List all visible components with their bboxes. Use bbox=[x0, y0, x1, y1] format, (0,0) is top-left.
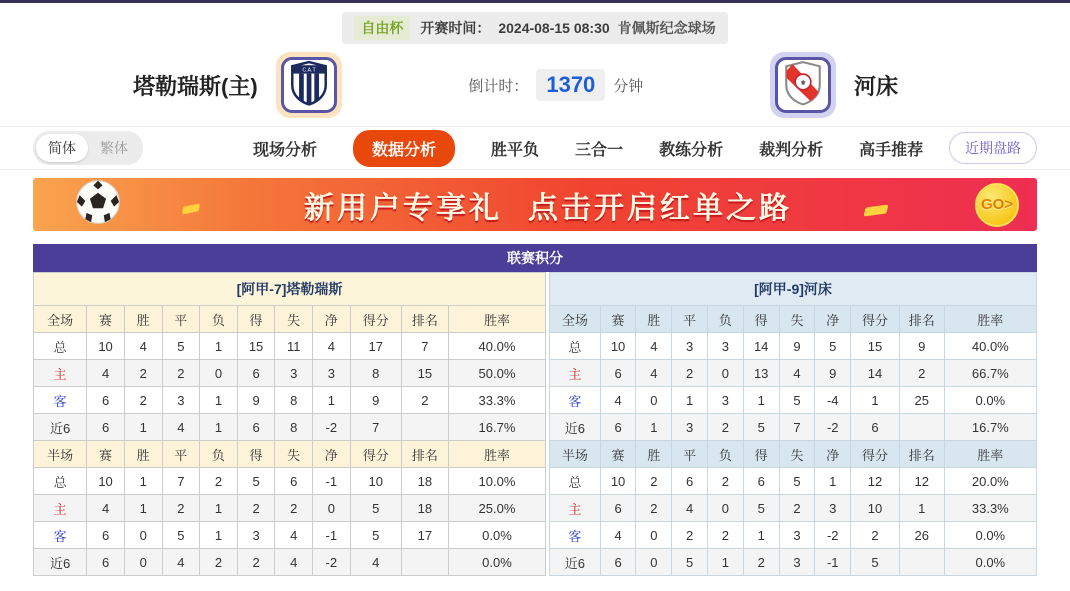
table-cell: 8 bbox=[350, 360, 401, 387]
table-cell: 0 bbox=[708, 360, 744, 387]
column-header: 全场 bbox=[34, 306, 87, 333]
away-standings bbox=[549, 272, 1037, 576]
language-toggle[interactable] bbox=[33, 131, 143, 165]
table-cell: 10 bbox=[600, 333, 636, 360]
table-cell: 5 bbox=[743, 414, 779, 441]
kickoff-time: 2024-08-15 08:30 bbox=[498, 20, 610, 36]
go-button[interactable]: GO> bbox=[975, 183, 1019, 227]
table-cell: 1 bbox=[200, 495, 238, 522]
row-label: 客 bbox=[550, 522, 601, 549]
table-cell: 1 bbox=[200, 414, 238, 441]
column-header: 负 bbox=[708, 441, 744, 468]
table-cell: 9 bbox=[899, 333, 944, 360]
table-cell: 0 bbox=[124, 522, 162, 549]
table-cell: 6 bbox=[275, 468, 313, 495]
table-cell: 15 bbox=[401, 360, 448, 387]
table-cell: 1 bbox=[200, 387, 238, 414]
table-cell: 6 bbox=[87, 414, 125, 441]
table-cell: 33.3% bbox=[944, 495, 1036, 522]
table-cell: 0 bbox=[636, 522, 672, 549]
table-row bbox=[34, 333, 546, 360]
table-cell: 1 bbox=[124, 414, 162, 441]
column-header: 净 bbox=[815, 441, 851, 468]
table-row bbox=[550, 468, 1037, 495]
table-cell: 20.0% bbox=[944, 468, 1036, 495]
table-cell: 2 bbox=[636, 468, 672, 495]
table-cell: 6 bbox=[87, 549, 125, 576]
table-cell: 10 bbox=[350, 468, 401, 495]
table-cell: 3 bbox=[672, 333, 708, 360]
table-cell: -4 bbox=[815, 387, 851, 414]
row-label: 主 bbox=[34, 360, 87, 387]
table-cell: 5 bbox=[350, 495, 401, 522]
away-team-name: 河床 bbox=[853, 73, 898, 99]
table-cell: 25.0% bbox=[448, 495, 545, 522]
row-label: 总 bbox=[34, 468, 87, 495]
table-cell: -1 bbox=[313, 522, 351, 549]
table-cell: 1 bbox=[899, 495, 944, 522]
table-cell: 2 bbox=[672, 360, 708, 387]
table-row bbox=[550, 549, 1037, 576]
svg-text:⚜: ⚜ bbox=[799, 79, 807, 87]
table-cell bbox=[401, 549, 448, 576]
table-cell: 14 bbox=[851, 360, 900, 387]
table-cell: 2 bbox=[200, 549, 238, 576]
table-cell: 2 bbox=[708, 414, 744, 441]
table-cell: 3 bbox=[779, 549, 815, 576]
table-cell: 3 bbox=[672, 414, 708, 441]
column-header: 平 bbox=[672, 441, 708, 468]
table-row bbox=[34, 468, 546, 495]
table-cell: 8 bbox=[275, 414, 313, 441]
table-cell: 4 bbox=[87, 360, 125, 387]
table-cell: 25 bbox=[899, 387, 944, 414]
table-cell: 4 bbox=[672, 495, 708, 522]
column-header: 净 bbox=[313, 306, 351, 333]
table-cell: 0.0% bbox=[448, 549, 545, 576]
table-cell: 50.0% bbox=[448, 360, 545, 387]
table-row bbox=[550, 522, 1037, 549]
table-cell: 3 bbox=[708, 387, 744, 414]
tab-three-in-one[interactable]: 三合一 bbox=[575, 141, 624, 159]
column-header: 失 bbox=[779, 441, 815, 468]
table-cell: 6 bbox=[87, 387, 125, 414]
table-cell: 2 bbox=[275, 495, 313, 522]
column-header: 得分 bbox=[350, 441, 401, 468]
table-cell: 6 bbox=[743, 468, 779, 495]
table-row bbox=[550, 360, 1037, 387]
column-header: 排名 bbox=[401, 306, 448, 333]
table-cell: 12 bbox=[851, 468, 900, 495]
row-label: 客 bbox=[34, 387, 87, 414]
table-cell: 2 bbox=[162, 495, 200, 522]
table-cell: 2 bbox=[672, 522, 708, 549]
table-cell: 66.7% bbox=[944, 360, 1036, 387]
table-cell: 1 bbox=[672, 387, 708, 414]
column-header: 赛 bbox=[600, 306, 636, 333]
table-cell: 0 bbox=[636, 549, 672, 576]
table-cell: 7 bbox=[350, 414, 401, 441]
table-cell: 5 bbox=[162, 522, 200, 549]
column-header: 半场 bbox=[34, 441, 87, 468]
table-cell: 4 bbox=[162, 549, 200, 576]
countdown-value: 1370 bbox=[536, 69, 605, 101]
row-label: 主 bbox=[550, 495, 601, 522]
table-cell: 11 bbox=[275, 333, 313, 360]
home-standings bbox=[33, 272, 546, 576]
table-cell: 7 bbox=[779, 414, 815, 441]
row-label: 主 bbox=[34, 495, 87, 522]
column-header-row bbox=[550, 306, 1037, 333]
table-cell: 1 bbox=[815, 468, 851, 495]
league-badge: 自由杯 bbox=[354, 16, 410, 40]
table-cell: 1 bbox=[743, 522, 779, 549]
table-cell: 26 bbox=[899, 522, 944, 549]
table-cell: 2 bbox=[124, 360, 162, 387]
home-standings-header: [阿甲-7]塔勒瑞斯 bbox=[33, 272, 546, 305]
table-row bbox=[550, 333, 1037, 360]
tab-live-analysis[interactable]: 现场分析 bbox=[253, 141, 318, 159]
banner-text: 新用户专享礼 点击开启红单之路 bbox=[304, 191, 792, 225]
table-cell: 2 bbox=[851, 522, 900, 549]
table-cell: 0.0% bbox=[944, 387, 1036, 414]
svg-text:C.A.T: C.A.T bbox=[301, 67, 316, 73]
table-cell: 1 bbox=[851, 387, 900, 414]
column-header: 胜率 bbox=[448, 306, 545, 333]
column-header: 得 bbox=[743, 306, 779, 333]
table-cell: 4 bbox=[313, 333, 351, 360]
table-cell: 5 bbox=[851, 549, 900, 576]
column-header: 平 bbox=[162, 441, 200, 468]
home-team-name: 塔勒瑞斯(主) bbox=[133, 73, 258, 99]
table-cell: 6 bbox=[851, 414, 900, 441]
column-header-row bbox=[550, 441, 1037, 468]
table-cell: -2 bbox=[815, 522, 851, 549]
lang-traditional-option[interactable]: 繁体 bbox=[100, 140, 128, 156]
table-cell: 0 bbox=[124, 549, 162, 576]
table-cell: -2 bbox=[313, 549, 351, 576]
table-cell: 4 bbox=[275, 522, 313, 549]
recent-odds-button[interactable]: 近期盘路 bbox=[949, 132, 1037, 164]
table-cell: 7 bbox=[162, 468, 200, 495]
table-cell: 2 bbox=[200, 468, 238, 495]
table-cell: 2 bbox=[708, 468, 744, 495]
table-cell: 4 bbox=[779, 360, 815, 387]
table-cell: 1 bbox=[636, 414, 672, 441]
column-header-row bbox=[34, 441, 546, 468]
table-cell: 0.0% bbox=[944, 522, 1036, 549]
table-cell: 1 bbox=[200, 522, 238, 549]
table-cell: -1 bbox=[313, 468, 351, 495]
column-header: 胜 bbox=[124, 306, 162, 333]
table-cell: 12 bbox=[899, 468, 944, 495]
table-cell: 9 bbox=[779, 333, 815, 360]
column-header: 得 bbox=[237, 441, 275, 468]
kickoff-label: 开赛时间： bbox=[420, 20, 491, 36]
table-cell: -1 bbox=[815, 549, 851, 576]
column-header: 净 bbox=[313, 441, 351, 468]
venue-name: 肯佩斯纪念球场 bbox=[617, 20, 716, 36]
table-cell: 0.0% bbox=[944, 549, 1036, 576]
table-cell: 6 bbox=[600, 414, 636, 441]
table-row bbox=[34, 522, 546, 549]
match-info-bar bbox=[0, 3, 1070, 44]
table-cell: 2 bbox=[743, 549, 779, 576]
table-cell: 2 bbox=[162, 360, 200, 387]
row-label: 近6 bbox=[550, 414, 601, 441]
table-cell: 0 bbox=[708, 495, 744, 522]
table-row bbox=[550, 387, 1037, 414]
table-cell: 4 bbox=[600, 387, 636, 414]
column-header: 胜率 bbox=[448, 441, 545, 468]
table-cell: 1 bbox=[124, 468, 162, 495]
column-header: 负 bbox=[708, 306, 744, 333]
countdown-label: 倒计时： bbox=[468, 77, 529, 95]
table-cell: 3 bbox=[237, 522, 275, 549]
table-cell: 2 bbox=[237, 549, 275, 576]
column-header: 得分 bbox=[851, 441, 900, 468]
standings-table-away bbox=[549, 305, 1037, 576]
standings-table-home bbox=[33, 305, 546, 576]
table-cell: 1 bbox=[124, 495, 162, 522]
column-header: 赛 bbox=[87, 441, 125, 468]
row-label: 客 bbox=[550, 387, 601, 414]
table-cell: 0 bbox=[636, 387, 672, 414]
column-header: 胜 bbox=[636, 441, 672, 468]
table-cell: 5 bbox=[743, 495, 779, 522]
table-cell: 4 bbox=[600, 522, 636, 549]
table-cell: 5 bbox=[162, 333, 200, 360]
table-cell: 4 bbox=[124, 333, 162, 360]
table-cell: 4 bbox=[87, 495, 125, 522]
table-cell: 1 bbox=[743, 387, 779, 414]
table-cell: 18 bbox=[401, 468, 448, 495]
column-header: 净 bbox=[815, 306, 851, 333]
column-header: 失 bbox=[275, 306, 313, 333]
table-cell: 8 bbox=[275, 387, 313, 414]
row-label: 总 bbox=[550, 333, 601, 360]
league-standings-section bbox=[33, 244, 1037, 576]
table-cell: 5 bbox=[779, 468, 815, 495]
table-cell: 2 bbox=[899, 360, 944, 387]
tab-data-analysis[interactable]: 数据分析 bbox=[353, 130, 455, 167]
row-label: 近6 bbox=[34, 549, 87, 576]
countdown-unit: 分钟 bbox=[613, 77, 644, 95]
table-cell bbox=[401, 414, 448, 441]
table-row bbox=[34, 414, 546, 441]
away-standings-header: [阿甲-9]河床 bbox=[549, 272, 1037, 305]
table-cell: 9 bbox=[350, 387, 401, 414]
table-cell: 3 bbox=[313, 360, 351, 387]
table-cell: 17 bbox=[350, 333, 401, 360]
tab-win-draw-lose[interactable]: 胜平负 bbox=[491, 141, 540, 159]
column-header: 得 bbox=[743, 441, 779, 468]
table-cell: 5 bbox=[672, 549, 708, 576]
column-header: 排名 bbox=[899, 441, 944, 468]
table-cell: 10.0% bbox=[448, 468, 545, 495]
table-cell: 4 bbox=[636, 333, 672, 360]
row-label: 总 bbox=[550, 468, 601, 495]
table-cell: 14 bbox=[743, 333, 779, 360]
column-header: 赛 bbox=[87, 306, 125, 333]
column-header: 半场 bbox=[550, 441, 601, 468]
column-header: 胜 bbox=[636, 306, 672, 333]
table-cell: 2 bbox=[124, 387, 162, 414]
talleres-crest-icon bbox=[288, 60, 330, 111]
table-cell: 9 bbox=[815, 360, 851, 387]
table-cell: 16.7% bbox=[448, 414, 545, 441]
soccer-ball-icon bbox=[75, 179, 121, 230]
table-cell: 2 bbox=[401, 387, 448, 414]
column-header: 胜率 bbox=[944, 306, 1036, 333]
column-header: 排名 bbox=[401, 441, 448, 468]
home-team-logo bbox=[276, 52, 342, 118]
table-cell: -2 bbox=[815, 414, 851, 441]
table-cell: 6 bbox=[237, 360, 275, 387]
row-label: 近6 bbox=[34, 414, 87, 441]
table-cell: 4 bbox=[636, 360, 672, 387]
table-cell: 10 bbox=[87, 333, 125, 360]
table-cell: 2 bbox=[636, 495, 672, 522]
column-header: 失 bbox=[779, 306, 815, 333]
column-header: 平 bbox=[162, 306, 200, 333]
table-cell: 5 bbox=[350, 522, 401, 549]
table-cell: 6 bbox=[600, 495, 636, 522]
tab-coach-analysis[interactable]: 教练分析 bbox=[659, 141, 724, 159]
column-header: 胜 bbox=[124, 441, 162, 468]
table-cell: 1 bbox=[200, 333, 238, 360]
table-cell: 16.7% bbox=[944, 414, 1036, 441]
table-cell: 6 bbox=[87, 522, 125, 549]
table-row bbox=[550, 414, 1037, 441]
table-cell: 9 bbox=[237, 387, 275, 414]
table-cell: 6 bbox=[237, 414, 275, 441]
table-cell: 5 bbox=[815, 333, 851, 360]
row-label: 客 bbox=[34, 522, 87, 549]
column-header: 负 bbox=[200, 441, 238, 468]
table-cell: 1 bbox=[708, 549, 744, 576]
column-header: 得分 bbox=[350, 306, 401, 333]
row-label: 总 bbox=[34, 333, 87, 360]
table-cell: 10 bbox=[87, 468, 125, 495]
table-cell bbox=[899, 549, 944, 576]
table-cell: 6 bbox=[672, 468, 708, 495]
table-cell: 18 bbox=[401, 495, 448, 522]
table-cell: 6 bbox=[600, 360, 636, 387]
tab-expert-picks[interactable]: 高手推荐 bbox=[859, 141, 924, 159]
tab-referee-analysis[interactable]: 裁判分析 bbox=[759, 141, 824, 159]
table-cell: 0 bbox=[200, 360, 238, 387]
table-cell: 13 bbox=[743, 360, 779, 387]
table-cell: 0.0% bbox=[448, 522, 545, 549]
column-header: 排名 bbox=[899, 306, 944, 333]
table-cell: 40.0% bbox=[448, 333, 545, 360]
table-cell: 6 bbox=[600, 549, 636, 576]
countdown bbox=[342, 69, 770, 101]
column-header: 得分 bbox=[851, 306, 900, 333]
column-header-row bbox=[34, 306, 546, 333]
table-cell bbox=[899, 414, 944, 441]
lang-simplified-option[interactable]: 简体 bbox=[36, 134, 88, 162]
table-cell: 3 bbox=[708, 333, 744, 360]
table-cell: 0 bbox=[313, 495, 351, 522]
column-header: 平 bbox=[672, 306, 708, 333]
table-cell: 15 bbox=[237, 333, 275, 360]
table-cell: -2 bbox=[313, 414, 351, 441]
table-cell: 3 bbox=[815, 495, 851, 522]
column-header: 胜率 bbox=[944, 441, 1036, 468]
table-cell: 2 bbox=[779, 495, 815, 522]
table-cell: 10 bbox=[851, 495, 900, 522]
table-cell: 40.0% bbox=[944, 333, 1036, 360]
table-cell: 10 bbox=[600, 468, 636, 495]
table-cell: 2 bbox=[708, 522, 744, 549]
table-cell: 5 bbox=[237, 468, 275, 495]
river-plate-crest-icon bbox=[782, 60, 824, 111]
column-header: 失 bbox=[275, 441, 313, 468]
away-team-logo bbox=[770, 52, 836, 118]
table-cell: 3 bbox=[162, 387, 200, 414]
match-info-pill bbox=[342, 12, 727, 44]
table-cell: 3 bbox=[779, 522, 815, 549]
table-row bbox=[550, 495, 1037, 522]
table-cell: 1 bbox=[313, 387, 351, 414]
nav-bar bbox=[0, 126, 1070, 170]
table-cell: 4 bbox=[350, 549, 401, 576]
table-cell: 15 bbox=[851, 333, 900, 360]
table-cell: 4 bbox=[275, 549, 313, 576]
table-row bbox=[34, 549, 546, 576]
row-label: 近6 bbox=[550, 549, 601, 576]
row-label: 主 bbox=[550, 360, 601, 387]
column-header: 全场 bbox=[550, 306, 601, 333]
analysis-tabs bbox=[253, 130, 923, 167]
table-row bbox=[34, 387, 546, 414]
column-header: 负 bbox=[200, 306, 238, 333]
table-row bbox=[34, 495, 546, 522]
column-header: 得 bbox=[237, 306, 275, 333]
table-row bbox=[34, 360, 546, 387]
match-header bbox=[0, 44, 1070, 126]
table-cell: 33.3% bbox=[448, 387, 545, 414]
table-cell: 2 bbox=[237, 495, 275, 522]
table-cell: 17 bbox=[401, 522, 448, 549]
standings-title: 联赛积分 bbox=[33, 244, 1037, 272]
column-header: 赛 bbox=[600, 441, 636, 468]
promo-banner[interactable] bbox=[33, 178, 1037, 231]
table-cell: 4 bbox=[162, 414, 200, 441]
table-cell: 7 bbox=[401, 333, 448, 360]
table-cell: 3 bbox=[275, 360, 313, 387]
table-cell: 5 bbox=[779, 387, 815, 414]
